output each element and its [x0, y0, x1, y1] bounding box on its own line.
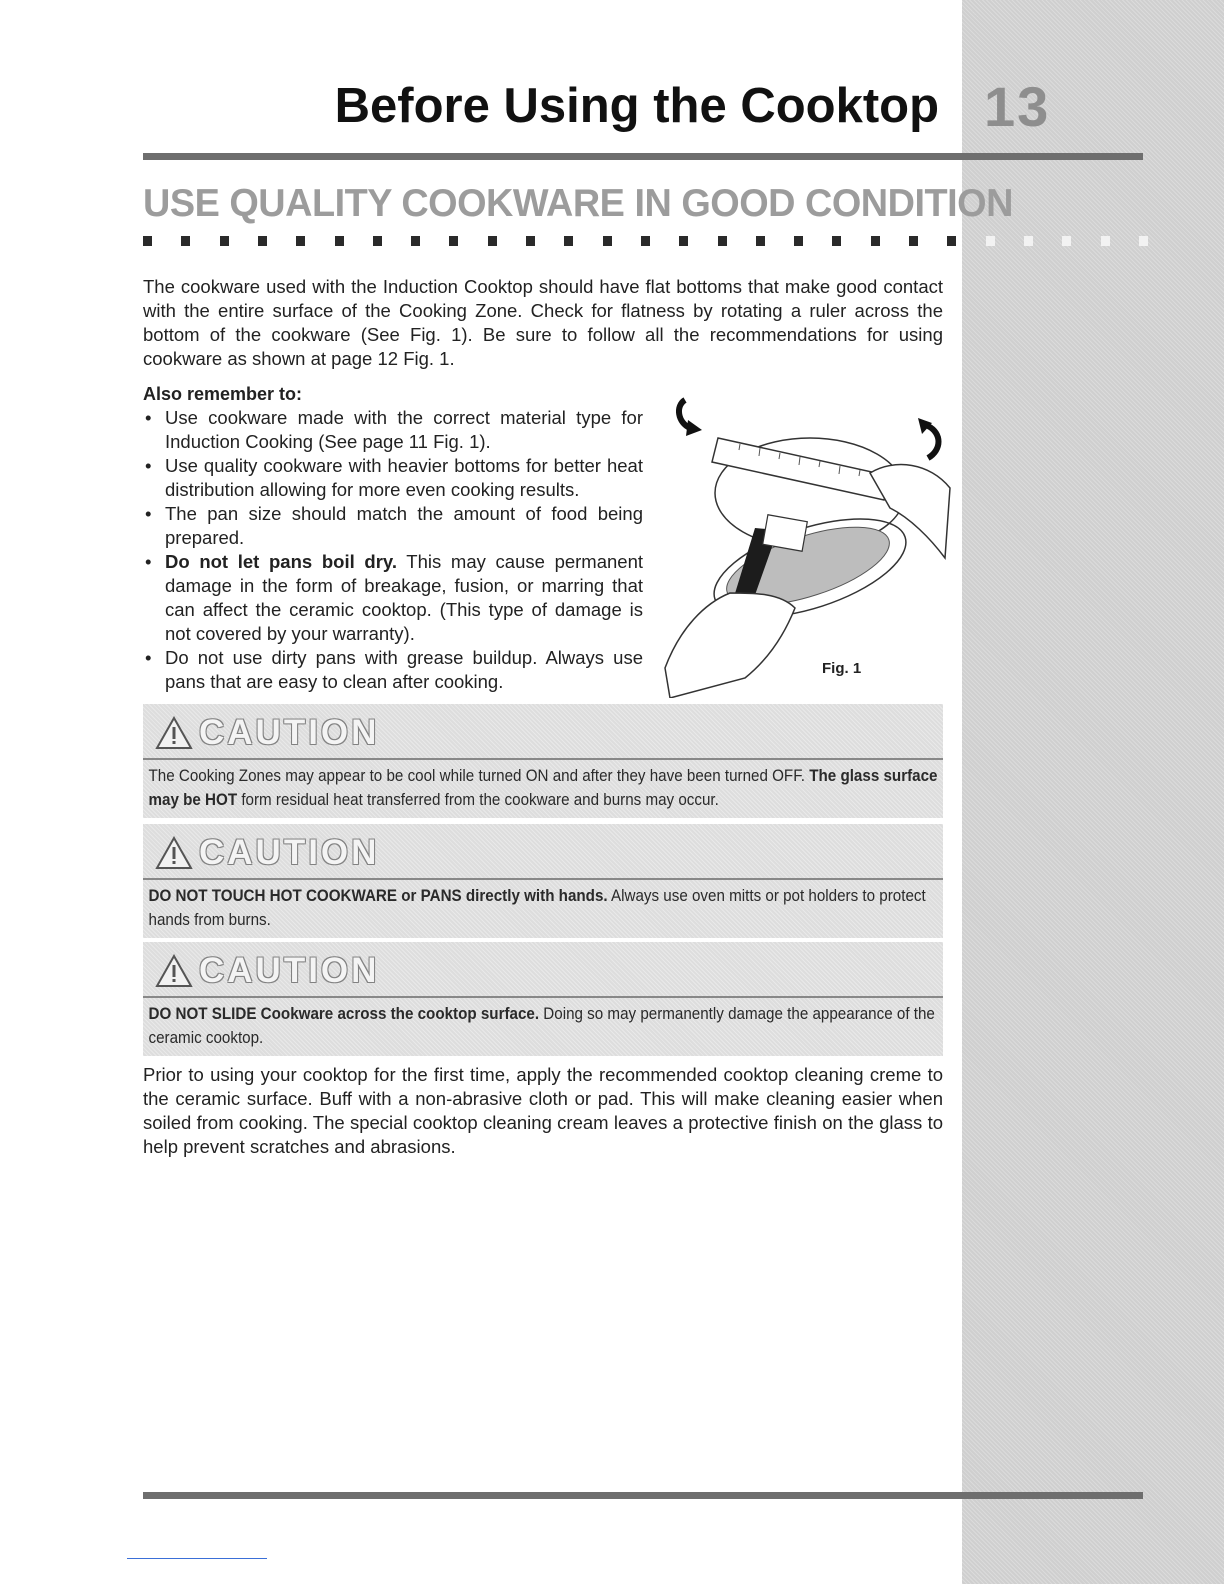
divider-dot — [296, 236, 305, 246]
caution-text-bold: DO NOT TOUCH HOT COOKWARE or PANS directly with hands. — [148, 887, 608, 905]
divider-dot — [603, 236, 612, 246]
caution-title: CAUTION — [199, 713, 380, 752]
divider-dot — [1101, 236, 1110, 246]
list-item — [143, 646, 643, 694]
caution-text-pre: The Cooking Zones may appear to be cool while turned ON and after they have been turned OFF. — [148, 767, 810, 785]
divider-dot — [909, 236, 918, 246]
caution-rule — [143, 878, 943, 880]
caution-text — [143, 1002, 949, 1056]
bullet-text: Do not use dirty pans with grease buildup. Always use pans that are easy to clean after cooking. — [165, 647, 643, 692]
divider-dot — [947, 236, 956, 246]
caution-title: CAUTION — [199, 833, 380, 872]
divider-dot — [181, 236, 190, 246]
divider-dot — [986, 236, 995, 246]
list-item — [143, 502, 643, 550]
bullet-list — [143, 406, 643, 694]
bullet-bold: Do not let pans boil dry. — [165, 551, 397, 572]
divider-dot — [526, 236, 535, 246]
bottom-rule — [143, 1492, 1143, 1499]
caution-text-bold: DO NOT SLIDE Cookware across the cooktop surface. — [148, 1005, 540, 1023]
divider-dot — [220, 236, 229, 246]
caution-box — [143, 704, 943, 818]
divider-dot — [1139, 236, 1148, 246]
divider-dot — [373, 236, 382, 246]
divider-dot — [794, 236, 803, 246]
warning-triangle-icon — [155, 836, 193, 870]
caution-text-bold: The glass surface may be HOT — [148, 767, 938, 809]
bullet-text: The pan size should match the amount of food being prepared. — [165, 503, 643, 548]
divider-dot — [641, 236, 650, 246]
caution-rule — [143, 758, 943, 760]
divider-dot — [335, 236, 344, 246]
warning-triangle-icon — [155, 716, 193, 750]
caution-text — [143, 884, 949, 938]
warning-triangle-icon — [155, 954, 193, 988]
top-rule — [143, 153, 1143, 160]
caution-text-post: form residual heat transferred from the cookware and burns may occur. — [237, 791, 719, 809]
divider-dot — [1024, 236, 1033, 246]
divider-dot — [756, 236, 765, 246]
list-item — [143, 550, 643, 646]
section-heading: USE QUALITY COOKWARE IN GOOD CONDITION — [143, 182, 1013, 225]
divider-dot — [871, 236, 880, 246]
bullet-text: Use cookware made with the correct material type for Induction Cooking (See page 11 Fig. 1). — [165, 407, 643, 452]
intro-paragraph: The cookware used with the Induction Cooktop should have flat bottoms that make good contact with the entire surface of the Cooking Zone. Check for flatness by rotating a ruler across the bottom of the cookware (See Fig. 1). Be sure to follow all the recommendations for using cookware as shown at page 12 Fig. 1. — [143, 276, 943, 369]
page-title: Before Using the Cooktop — [334, 79, 939, 133]
page-number: 13 — [984, 75, 1051, 138]
divider-dot — [411, 236, 420, 246]
divider-dot — [258, 236, 267, 246]
caution-box — [143, 942, 943, 1056]
list-item — [143, 454, 643, 502]
outro-paragraph: Prior to using your cooktop for the first time, apply the recommended cooktop cleaning creme to the ceramic surface. Buff with a non-abrasive cloth or pad. This will make cleaning easier when soiled from cooking. The special cooktop cleaning cream leaves a protective finish on the glass to help prevent scratches and abrasions. — [143, 1064, 943, 1157]
rotate-arrow-icon — [918, 418, 939, 458]
divider-dot — [679, 236, 688, 246]
divider-dot — [488, 236, 497, 246]
caution-text-post: Doing so may permanently damage the appearance of the ceramic cooktop. — [148, 1005, 935, 1047]
divider-dot — [718, 236, 727, 246]
divider-dot — [143, 236, 152, 246]
caution-title: CAUTION — [199, 951, 380, 990]
figure-label: Fig. 1 — [822, 660, 862, 677]
dot-divider — [143, 236, 1143, 248]
footer-link-underline — [127, 1558, 267, 1559]
caution-box — [143, 824, 943, 938]
list-item — [143, 406, 643, 454]
divider-dot — [1062, 236, 1071, 246]
bullet-text: Use quality cookware with heavier bottoms for better heat distribution allowing for more even cooking results. — [165, 455, 643, 500]
rotate-arrow-icon — [679, 400, 702, 436]
divider-dot — [832, 236, 841, 246]
cookware-flatness-figure — [660, 378, 960, 698]
divider-dot — [564, 236, 573, 246]
bullet-text: This may cause permanent damage in the form of breakage, fusion, or marring that can affect the ceramic cooktop. (This type of damage is not covered by your warranty). — [165, 551, 644, 644]
also-remember-label: Also remember to: — [143, 384, 303, 404]
caution-text-post: Always use oven mitts or pot holders to protect hands from burns. — [148, 887, 926, 929]
pan-ruler-illustration — [660, 378, 960, 698]
caution-rule — [143, 996, 943, 998]
divider-dot — [449, 236, 458, 246]
caution-text — [143, 764, 949, 818]
